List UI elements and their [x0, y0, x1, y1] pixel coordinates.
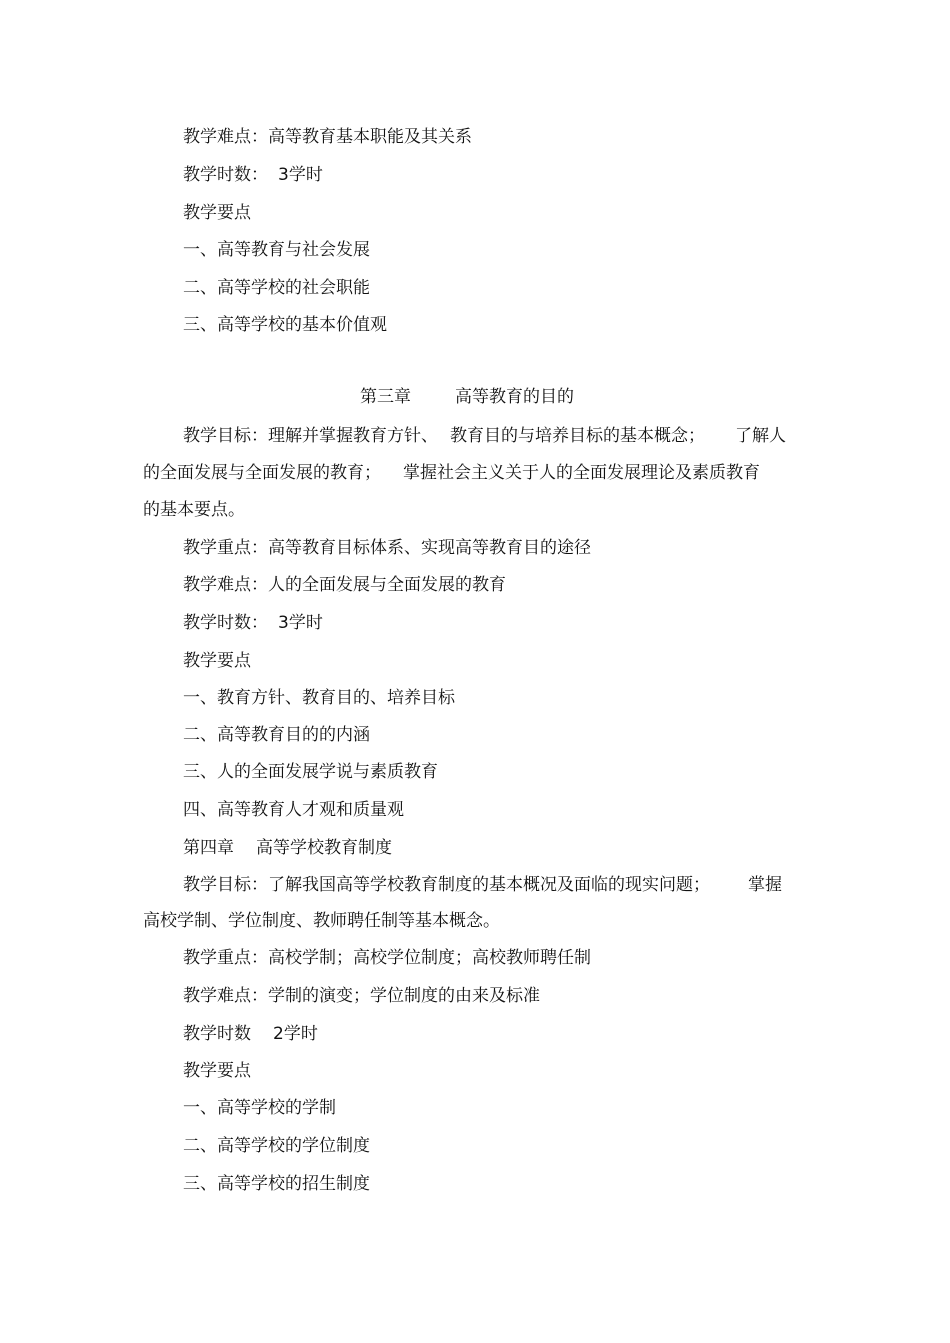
- ch4-key-points: 教学重点：高校学制；高校学位制度；高校教师聘任制: [183, 948, 591, 968]
- ch3-objective-part-c: 了解人: [735, 426, 786, 446]
- ch2-difficulty: 教学难点：高等教育基本职能及其关系: [183, 127, 472, 147]
- ch3-point-4: 四、高等教育人才观和质量观: [183, 800, 404, 820]
- ch3-objective-part-b: 教育目的与培养目标的基本概念；: [450, 426, 705, 446]
- ch3-objective-part-a: 教学目标：理解并掌握教育方针、: [183, 426, 438, 446]
- ch4-number: 第四章: [183, 838, 234, 858]
- ch3-objective-line3: 的基本要点。: [143, 500, 245, 520]
- ch2-point-2: 二、高等学校的社会职能: [183, 278, 370, 298]
- ch3-point-2: 二、高等教育目的的内涵: [183, 725, 370, 745]
- ch3-hours: [183, 613, 323, 633]
- ch4-hours-value: 2学时: [273, 1024, 318, 1044]
- ch3-objective-line1: [183, 426, 786, 446]
- ch3-title: 高等教育的目的: [455, 387, 574, 407]
- ch4-objective-line2: 高校学制、学位制度、教师聘任制等基本概念。: [143, 911, 500, 931]
- ch4-hours: [183, 1024, 318, 1044]
- ch4-title: 高等学校教育制度: [256, 838, 392, 858]
- ch4-point-1: 一、高等学校的学制: [183, 1098, 336, 1118]
- ch3-number: 第三章: [360, 387, 411, 407]
- ch2-hours-label: 教学时数：: [183, 165, 268, 185]
- ch3-objective-part-e: 掌握社会主义关于人的全面发展理论及素质教育: [403, 463, 760, 483]
- ch4-heading: [183, 838, 392, 858]
- ch3-hours-value: 3学时: [278, 613, 323, 633]
- ch4-point-2: 二、高等学校的学位制度: [183, 1136, 370, 1156]
- ch4-objective-part-a: 教学目标：了解我国高等学校教育制度的基本概况及面临的现实问题；: [183, 875, 710, 895]
- ch2-hours-value: 3学时: [278, 165, 323, 185]
- ch3-hours-label: 教学时数：: [183, 613, 268, 633]
- ch3-objective-part-d: 的全面发展与全面发展的教育；: [143, 463, 381, 483]
- ch3-objective-line2: [143, 463, 760, 483]
- ch2-point-3: 三、高等学校的基本价值观: [183, 315, 387, 335]
- ch2-hours: [183, 165, 323, 185]
- ch2-point-1: 一、高等教育与社会发展: [183, 240, 370, 260]
- ch4-objective-line1: [183, 875, 782, 895]
- ch4-objective-part-b: 掌握: [748, 875, 782, 895]
- ch4-difficulty: 教学难点：学制的演变；学位制度的由来及标准: [183, 986, 540, 1006]
- ch3-difficulty: 教学难点：人的全面发展与全面发展的教育: [183, 575, 506, 595]
- ch3-points-title: 教学要点: [183, 651, 251, 671]
- ch3-key-points: 教学重点：高等教育目标体系、实现高等教育目的途径: [183, 538, 591, 558]
- ch4-points-title: 教学要点: [183, 1061, 251, 1081]
- ch3-point-3: 三、人的全面发展学说与素质教育: [183, 762, 438, 782]
- ch3-point-1: 一、教育方针、教育目的、培养目标: [183, 688, 455, 708]
- ch4-hours-label: 教学时数: [183, 1024, 251, 1044]
- ch3-heading: [360, 387, 574, 407]
- ch4-point-3: 三、高等学校的招生制度: [183, 1174, 370, 1194]
- ch2-points-title: 教学要点: [183, 203, 251, 223]
